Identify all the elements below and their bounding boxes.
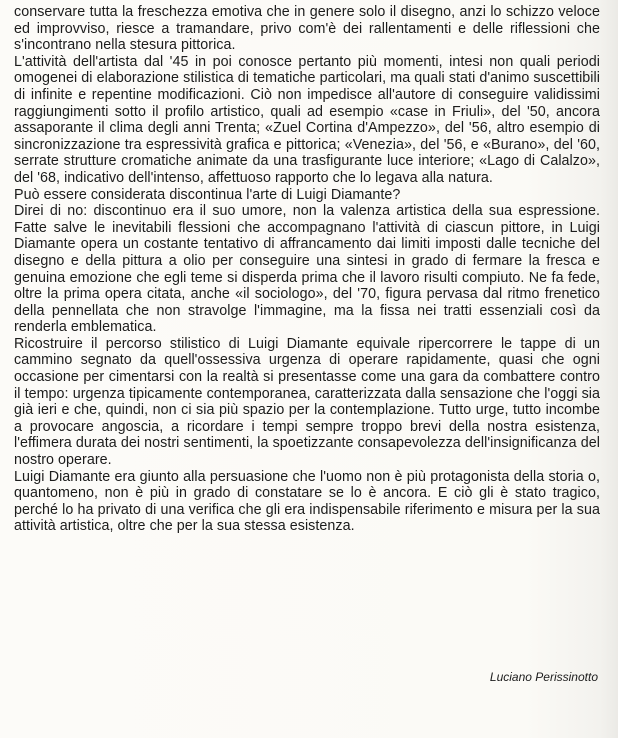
article-body bbox=[14, 4, 600, 535]
paragraph: Può essere considerata discontinua l'arte di Luigi Diamante? bbox=[14, 186, 401, 203]
paragraph: Direi di no: discontinuo era il suo umore, non la valenza artistica della sua espressione. Fatte salve le inevitabili flessioni che accompagnano l'attività di ciascun pittore, in Luigi Diamante opera un costante tentativo di affrancamento dai limiti imposti dalle tecniche del disegno e della pittura a olio per conseguire una sintesi in grado di fermare la fresca e genuina emozione che egli teme si disperda prima che il lavoro risulti compiuto. Ne fa fede, oltre la prima opera citata, anche «il sociologo», del '70, figura pervasa dal ritmo frenetico della pennellata che non stravolge l'immagine, ma la fissa nei tratti essenziali così da renderla emblematica. bbox=[14, 203, 600, 336]
paragraph: L'attività dell'artista dal '45 in poi conosce pertanto più momenti, intesi non quali periodi omogenei di elaborazione stilistica di tematiche particolari, ma quali stati d'animo suscettibili di infinite e repentine modificazioni. Ciò non impedisce all'autore di conseguire validissimi raggiungimenti sotto il profilo artistico, quali ad esempio «case in Friuli», del '50, ancora assaporante il clima degli anni Trenta; «Zuel Cortina d'Ampezzo», del '56, altro esempio di sincronizzazione tra espressività grafica e pittorica; «Venezia», del '56, e «Burano», del '60, serrate strutture cromatiche animate da una trasfigurante luce interiore; «Lago di Calalzo», del '68, indicativo dell'intenso, affettuoso rapporto che lo legava alla natura. bbox=[14, 53, 600, 186]
paragraph: Ricostruire il percorso stilistico di Luigi Diamante equivale ripercorrere le tappe di un cammino segnato da quell'ossessiva urgenza di operare rapidamente, quasi che ogni occasione per cimentarsi con la realtà si presentasse come una gara da combattere contro il tempo: urgenza tipicamente contemporanea, caratterizzata dalla sensazione che l'oggi sia già ieri e che, quindi, non ci sia più spazio per la contemplazione. Tutto urge, tutto incombe a provocare angoscia, a ricordare i tempi sempre troppo brevi della nostra esistenza, l'effimera durata dei nostri sentimenti, la spoetizzante consapevolezza dell'insignificanza del nostro operare. bbox=[14, 335, 600, 469]
author-signature: Luciano Perissinotto bbox=[489, 670, 598, 684]
paragraph: Luigi Diamante era giunto alla persuasione che l'uomo non è più protagonista della storia o, quantomeno, non è più in grado di constatare se lo è ancora. E ciò gli è stato tragico, perché lo ha privato di una verifica che gli era indispensabile riferimento e misura per la sua attività artistica, oltre che per la sua stessa esistenza. bbox=[14, 468, 600, 535]
paragraph: conservare tutta la freschezza emotiva che in genere solo il disegno, anzi lo schizzo veloce ed improvviso, riesce a tramandare, privo com'è dei rallentamenti e delle riflessioni che s'incontrano nella stesura pittorica. bbox=[14, 4, 600, 54]
